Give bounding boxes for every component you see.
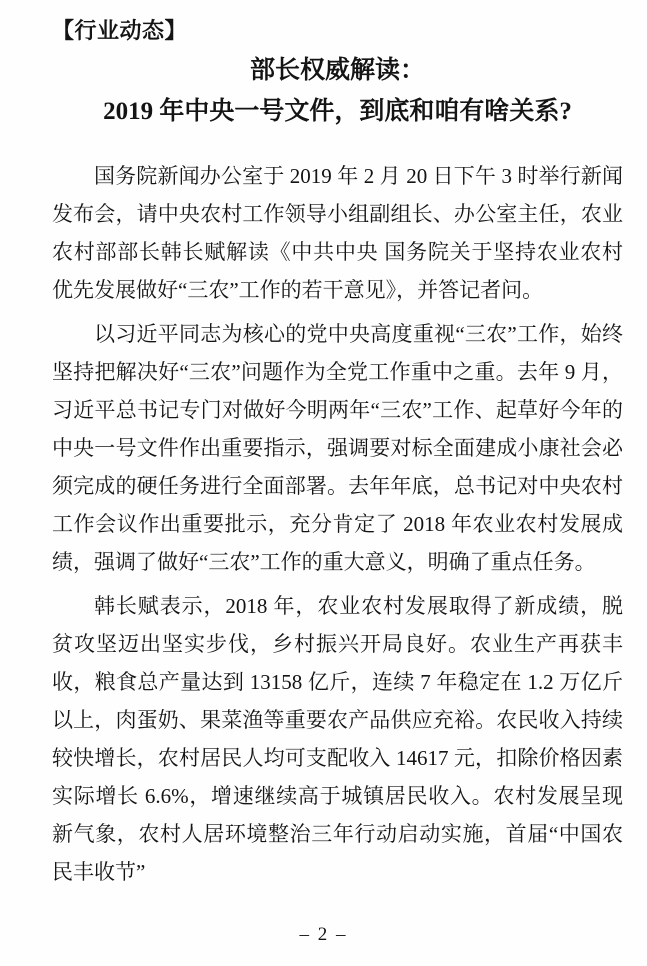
section-header: 【行业动态】	[52, 18, 188, 43]
article-paragraph: 以习近平同志为核心的党中央高度重视“三农”工作，始终坚持把解决好“三农”问题作为全党工作重中之重。去年 9 月，习近平总书记专门对做好今明两年“三农”工作、起草好今年的中央一号文件作出重要指示，强调要对标全面建成小康社会必须完成的硬任务进行全面部署。去年年底，总书记对中央农村工作会议作出重要批示，充分肯定了 2018 年农业农村发展成绩，强调了做好“三农”工作的重大意义，明确了重点任务。	[52, 322, 623, 574]
page-number: – 2 –	[299, 924, 348, 945]
article-title-line1: 部长权威解读：	[249, 57, 425, 84]
article-body	[52, 157, 623, 897]
article-title-line2: 2019 年中央一号文件，到底和咱有啥关系?	[103, 98, 572, 125]
article-paragraph: 韩长赋表示，2018 年，农业农村发展取得了新成绩，脱贫攻坚迈出坚实步伐，乡村振兴开局良好。农业生产再获丰收，粮食总产量达到 13158 亿斤，连续 7 年稳定在 1.2 万亿斤以上，肉蛋奶、果菜渔等重要农产品供应充裕。农民收入持续较快增长，农村居民人均可支配收入 14617 元，扣除价格因素实际增长 6.6%，增速继续高于城镇居民收入。农村发展呈现新气象，农村人居环境整治三年行动启动实施，首届“中国农民丰收节”	[52, 594, 623, 884]
article-paragraph: 国务院新闻办公室于 2019 年 2 月 20 日下午 3 时举行新闻发布会，请中央农村工作领导小组副组长、办公室主任，农业农村部部长韩长赋解读《中共中央 国务院关于坚持农业农村优先发展做好“三农”工作的若干意见》，并答记者问。	[52, 164, 623, 302]
article-title	[52, 50, 623, 132]
